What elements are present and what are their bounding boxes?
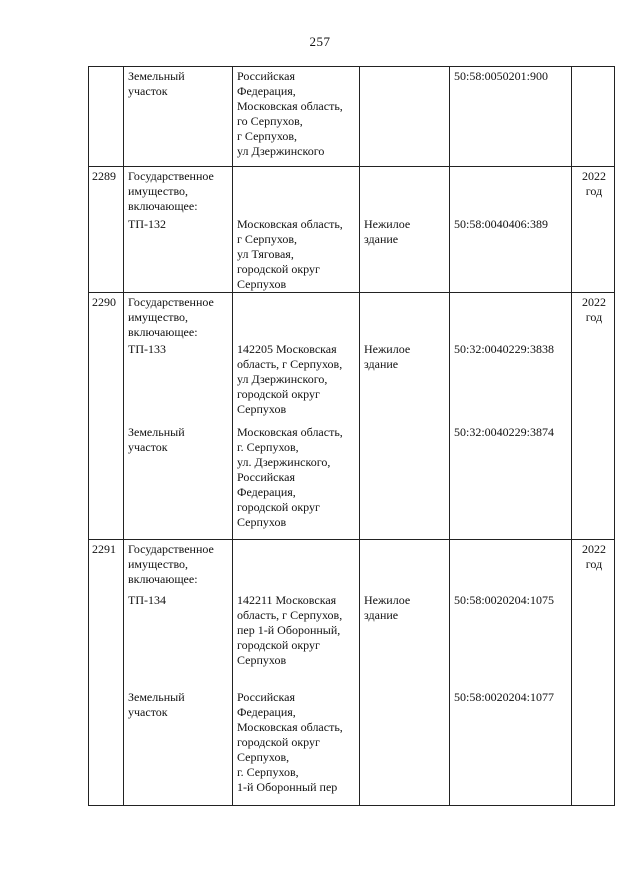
object-type-cell [360, 591, 450, 688]
object-name-cell [124, 688, 233, 805]
group-title: Государственное имущество, включающее: [128, 169, 214, 213]
table-row [89, 688, 615, 805]
table-row [89, 591, 615, 688]
address-cell [233, 215, 360, 293]
row-number: 2290 [92, 294, 116, 309]
object-name: Земельный участок [128, 69, 185, 98]
row-number: 2291 [92, 541, 116, 556]
object-name-cell [124, 423, 233, 539]
object-type: Нежилое здание [364, 593, 411, 622]
object-address: Российская Федерация, Московская область, го Серпухов, г Серпухов, ул Дзержинского [237, 69, 343, 158]
address-cell [233, 591, 360, 688]
group-title: Государственное имущество, включающее: [128, 294, 214, 339]
object-type-cell [360, 67, 450, 167]
row-number-cell [89, 67, 124, 167]
object-address: 142205 Московская область, г Серпухов, ул Дзержинского, городской округ Серпухов [237, 342, 343, 416]
row-number-cell [89, 539, 124, 591]
group-header-row [89, 539, 615, 591]
year-cell [572, 539, 615, 591]
cadastral-cell [450, 340, 572, 423]
cadastral-number: 50:58:0040406:389 [454, 216, 549, 231]
object-address: Московская область, г. Серпухов, ул. Дзержинского, Российская Федерация, городской округ Серпухов [237, 425, 343, 529]
group-header-row [89, 167, 615, 215]
object-name: ТП-134 [128, 593, 166, 607]
object-name-cell [124, 215, 233, 293]
cadastral-number: 50:32:0040229:3838 [454, 342, 555, 356]
object-type-cell [360, 423, 450, 539]
object-type [360, 688, 449, 690]
table-row [89, 215, 615, 293]
table-row [89, 67, 615, 167]
row-number-cell [89, 167, 124, 215]
group-title-cell [124, 292, 233, 340]
group-header-row [89, 292, 615, 340]
object-name: ТП-133 [128, 342, 166, 356]
cadastral-number: 50:58:0020204:1075 [454, 593, 555, 607]
object-name: ТП-132 [128, 216, 166, 231]
cadastral-cell [450, 423, 572, 539]
year-cell [572, 292, 615, 340]
address-cell [233, 423, 360, 539]
group-title-cell [124, 167, 233, 215]
object-name-cell [124, 591, 233, 688]
object-type: Нежилое здание [364, 216, 411, 246]
year: 2022 год [582, 169, 606, 198]
object-name-cell [124, 340, 233, 423]
group-title: Государственное имущество, включающее: [128, 541, 214, 586]
year-cell [572, 167, 615, 215]
object-address: Российская Федерация, Московская область, городской округ Серпухов, г. Серпухов, 1-й Оборонный пер [237, 690, 343, 794]
year: 2022 год [582, 294, 606, 324]
cadastral-cell [450, 688, 572, 805]
object-type-cell [360, 688, 450, 805]
address-cell [233, 67, 360, 167]
object-name-cell [124, 67, 233, 167]
object-type-cell [360, 340, 450, 423]
table-row [89, 423, 615, 539]
group-title-cell [124, 539, 233, 591]
cadastral-cell [450, 67, 572, 167]
object-name: Земельный участок [128, 690, 185, 719]
cadastral-cell [450, 591, 572, 688]
cadastral-number: 50:32:0040229:3874 [454, 425, 555, 439]
object-type [360, 423, 449, 425]
object-type [360, 67, 449, 69]
object-name: Земельный участок [128, 425, 185, 454]
cadastral-cell [450, 215, 572, 293]
page-number: 257 [309, 34, 331, 49]
address-cell [233, 340, 360, 423]
year: 2022 год [582, 541, 606, 571]
year-cell [572, 67, 615, 167]
row-number: 2289 [92, 169, 116, 183]
object-address: 142211 Московская область, г Серпухов, пер 1-й Оборонный, городской округ Серпухов [237, 593, 343, 667]
cadastral-number: 50:58:0050201:900 [454, 69, 549, 83]
object-address: Московская область, г Серпухов, ул Тяговая, городской округ Серпухов [237, 216, 343, 291]
object-type: Нежилое здание [364, 342, 411, 371]
object-type-cell [360, 215, 450, 293]
address-cell [233, 688, 360, 805]
cadastral-number: 50:58:0020204:1077 [454, 690, 555, 704]
table-row [89, 340, 615, 423]
row-number-cell [89, 292, 124, 340]
property-table [88, 66, 615, 806]
